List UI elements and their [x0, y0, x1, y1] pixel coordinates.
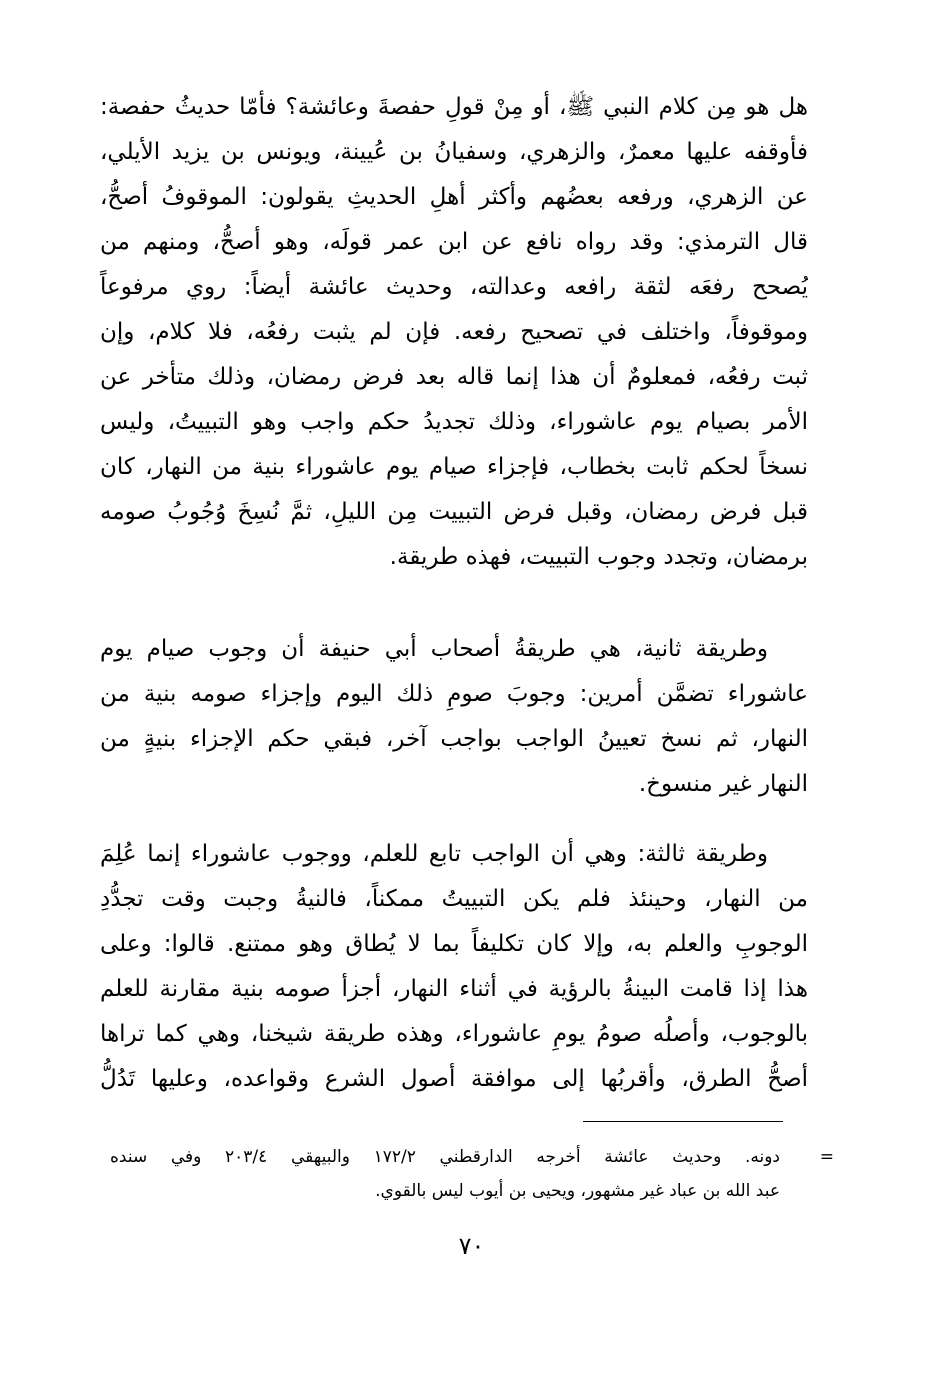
text-line: وطريقة ثانية، هي طريقةُ أصحاب أبي حنيفة أن وجوب صيام يوم	[100, 636, 768, 662]
text-line: عن الزهري، ورفعه بعضُهم وأكثر أهلِ الحديثِ يقولون: الموقوفُ أصحُّ،	[100, 184, 808, 210]
paragraph-2	[100, 627, 808, 807]
text-line: وموقوفاً، واختلف في تصحيح رفعه. فإن لم يثبت رفعُه، فلا كلام، وإن	[100, 319, 808, 345]
page-number: ٧٠	[458, 1232, 485, 1260]
text-line: بالوجوب، وأصلُه صومُ يومِ عاشوراء، وهذه طريقة شيخنا، وهي كما تراها	[100, 1021, 808, 1047]
text-line: الأمر بصيام يوم عاشوراء، وذلك تجديدُ حكم واجب وهو التبييتُ، وليس	[100, 409, 808, 435]
footnote-line: دونه. وحديث عائشة أخرجه الدارقطني ١٧٢/٢ والبيهقي ٢٠٣/٤ وفي سنده	[110, 1147, 780, 1167]
text-line: هذا إذا قامت البينةُ بالرؤية في أثناء النهار، أجزأ صومه بنية مقارنة للعلم	[100, 976, 808, 1002]
text-line: ثبت رفعُه، فمعلومٌ أن هذا إنما قاله بعد فرض رمضان، وذلك متأخر عن	[100, 364, 808, 390]
paragraph-3	[100, 832, 808, 1102]
text-line: قال الترمذي: وقد رواه نافع عن ابن عمر قولَه، وهو أصحُّ، ومنهم من	[100, 229, 808, 255]
footnote	[110, 1140, 834, 1208]
text-line: النهار، ثم نسخ تعيينُ الواجب بواجب آخر، فبقي حكم الإجزاء بنيةٍ من	[100, 726, 808, 752]
text-line: يُصحح رفعَه لثقة رافعه وعدالته، وحديث عائشة أيضاً: روي مرفوعاً	[100, 274, 808, 300]
text-line: وطريقة ثالثة: وهي أن الواجب تابع للعلم، ووجوب عاشوراء إنما عُلِمَ	[100, 841, 768, 867]
text-line: من النهار، وحينئذ فلم يكن التبييتُ ممكناً، فالنيةُ وجبت وقت تجدُّدِ	[100, 886, 808, 912]
text-line: أصحُّ الطرق، وأقربُها إلى موافقة أصول الشرع وقواعده، وعليها تَدُلُّ	[100, 1066, 808, 1092]
footnote-separator	[583, 1121, 783, 1122]
footnote-continuation-marker: =	[819, 1147, 834, 1167]
text-line: عاشوراء تضمَّن أمرين: وجوبَ صومِ ذلك اليوم وإجزاء صومه بنية من	[100, 681, 808, 707]
text-line: برمضان، وتجدد وجوب التبييت، فهذه طريقة.	[389, 544, 808, 570]
paragraph-1	[100, 85, 808, 580]
text-line: نسخاً لحكم ثابت بخطاب، فإجزاء صيام يوم عاشوراء بنية من النهار، كان	[100, 454, 808, 480]
text-line: فأوقفه عليها معمرٌ، والزهري، وسفيانُ بن عُيينة، ويونس بن يزيد الأيلي،	[100, 139, 808, 165]
footnote-body	[110, 1140, 780, 1208]
text-line: النهار غير منسوخ.	[638, 771, 808, 797]
text-line: قبل فرض رمضان، وقبل فرض التبييت مِن الليلِ، ثمَّ نُسِخَ وُجُوبُ صومه	[100, 499, 808, 525]
text-line: الوجوبِ والعلم به، وإلا كان تكليفاً بما لا يُطاق وهو ممتنع. قالوا: وعلى	[100, 931, 808, 957]
text-line: هل هو مِن كلام النبي ﷺ، أو مِنْ قولِ حفصةَ وعائشة؟ فأمّا حديثُ حفصة:	[100, 94, 808, 120]
footnote-line: عبد الله بن عباد غير مشهور، ويحيى بن أيوب ليس بالقوي.	[375, 1181, 780, 1201]
